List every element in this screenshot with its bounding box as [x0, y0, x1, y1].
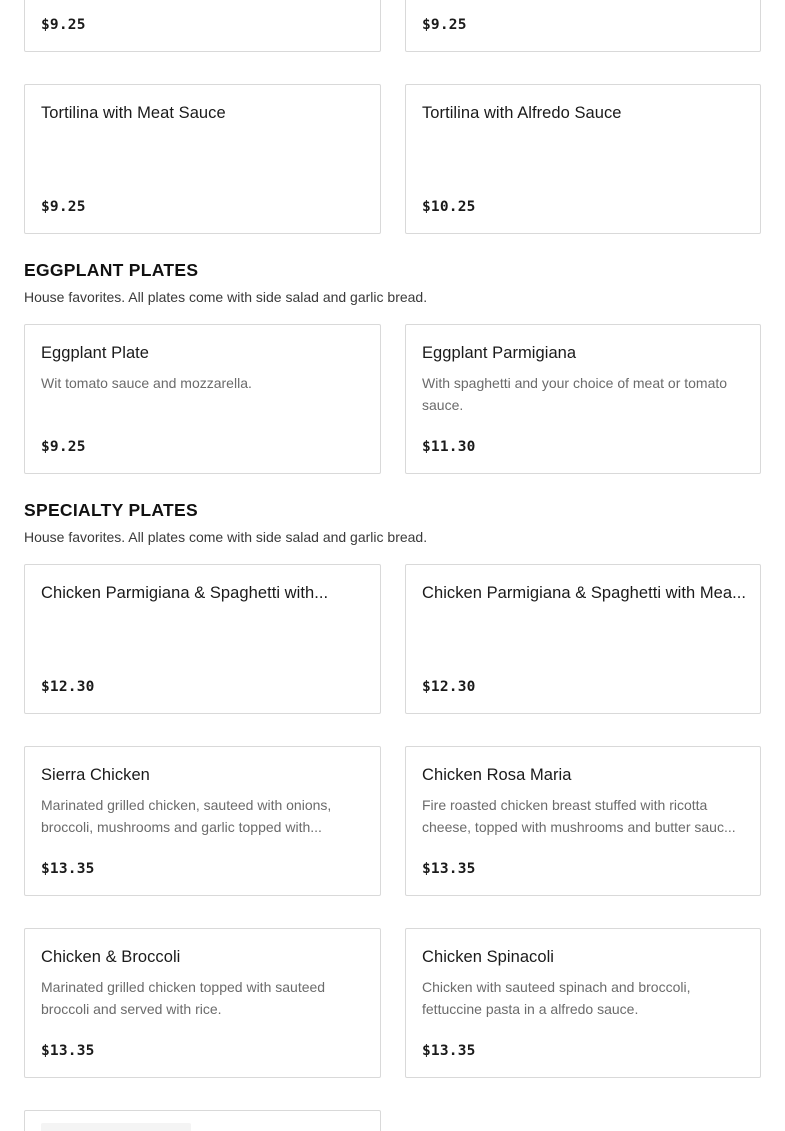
item-price: $9.25	[41, 439, 86, 455]
item-price: $9.25	[41, 199, 86, 215]
item-name: Chicken Parmigiana & Spaghetti with Mea...	[422, 584, 746, 602]
item-description: With spaghetti and your choice of meat or tomato sauce.	[422, 375, 728, 413]
item-price: $11.30	[422, 439, 476, 455]
item-price: $13.35	[41, 1043, 95, 1059]
menu-item-card[interactable]	[405, 564, 761, 714]
item-price: $9.25	[422, 17, 467, 33]
item-description: Fire roasted chicken breast stuffed with ricotta cheese, topped with mushrooms and butter sauc...	[422, 797, 736, 835]
item-name: Tortilina with Alfredo Sauce	[422, 104, 622, 122]
item-price: $10.25	[422, 199, 476, 215]
section-subtitle: House favorites. All plates come with side salad and garlic bread.	[24, 529, 428, 545]
item-price: $9.25	[41, 17, 86, 33]
item-name: Eggplant Plate	[41, 344, 150, 362]
item-description: Marinated grilled chicken, sauteed with onions, broccoli, mushrooms and garlic topped with...	[41, 797, 332, 835]
item-price: $13.35	[422, 861, 476, 877]
menu-item-card[interactable]	[405, 324, 761, 474]
item-description: Chicken with sauteed spinach and broccoli, fettuccine pasta in a alfredo sauce.	[422, 979, 691, 1017]
menu-item-card[interactable]	[24, 746, 381, 896]
item-name: Tortilina with Meat Sauce	[41, 104, 226, 122]
section-title: EGGPLANT PLATES	[24, 260, 199, 280]
item-name: Eggplant Parmigiana	[422, 344, 577, 362]
item-description: Wit tomato sauce and mozzarella.	[41, 375, 252, 391]
menu-item-card[interactable]	[24, 324, 381, 474]
menu-item-card[interactable]	[405, 84, 761, 234]
menu-item-card[interactable]	[405, 928, 761, 1078]
item-name-placeholder	[41, 1123, 191, 1131]
item-name: Chicken Parmigiana & Spaghetti with...	[41, 584, 329, 602]
menu-item-card[interactable]	[24, 564, 381, 714]
menu-item-card[interactable]	[405, 746, 761, 896]
menu-item-card[interactable]	[24, 84, 381, 234]
item-price: $12.30	[422, 679, 476, 695]
menu-item-card[interactable]	[24, 0, 381, 52]
item-name: Chicken & Broccoli	[41, 948, 181, 966]
menu-item-card[interactable]	[24, 1110, 381, 1131]
item-description: Marinated grilled chicken topped with sauteed broccoli and served with rice.	[41, 979, 326, 1017]
section-subtitle: House favorites. All plates come with side salad and garlic bread.	[24, 289, 428, 305]
item-name: Chicken Spinacoli	[422, 948, 555, 966]
item-price: $13.35	[422, 1043, 476, 1059]
item-name: Chicken Rosa Maria	[422, 766, 572, 784]
menu-item-card[interactable]	[405, 0, 761, 52]
item-price: $13.35	[41, 861, 95, 877]
item-name: Sierra Chicken	[41, 766, 150, 784]
menu-item-card[interactable]	[24, 928, 381, 1078]
section-title: SPECIALTY PLATES	[24, 500, 198, 520]
item-price: $12.30	[41, 679, 95, 695]
